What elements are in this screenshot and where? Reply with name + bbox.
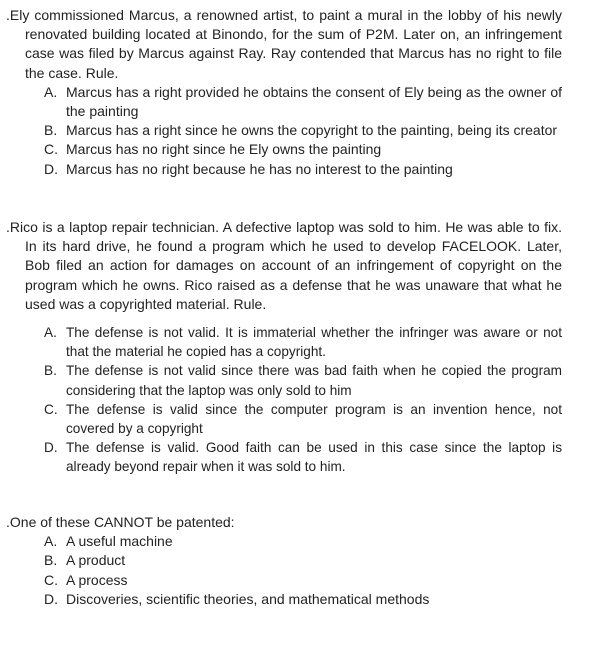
question-2-choice-b[interactable] bbox=[6, 361, 562, 399]
choice-text: Marcus has no right because he has no interest to the painting bbox=[66, 160, 453, 177]
question-3-choice-a[interactable] bbox=[6, 532, 562, 551]
question-2 bbox=[6, 218, 562, 477]
choice-letter: B. bbox=[44, 122, 58, 139]
choice-text: Marcus has no right since he Ely owns the painting bbox=[66, 141, 382, 158]
question-3-stem: .One of these CANNOT be patented: bbox=[6, 514, 235, 530]
question-1 bbox=[6, 6, 562, 179]
question-1-choice-b[interactable] bbox=[6, 121, 562, 140]
choice-letter: C. bbox=[44, 571, 58, 588]
question-2-choices bbox=[6, 323, 562, 477]
question-1-choice-c[interactable] bbox=[6, 140, 562, 159]
choice-letter: A. bbox=[44, 325, 57, 341]
choice-letter: A. bbox=[44, 533, 58, 550]
question-1-choices bbox=[6, 83, 562, 179]
question-2-text: Rico is a laptop repair technician. A defective laptop was sold to him. He was able to fix. In its hard drive, he found a program which he used to develop FACELOOK. Later, Bob filed an action for damages on account of an infringement of copyright on the program which he owns. Rico raised as a defense that he was unaware that what he used was a copyrighted material. Rule. bbox=[9, 219, 562, 312]
choice-text: The defense is not valid. It is immaterial whether the infringer was aware or not that the material he copied has a copyright. bbox=[66, 325, 562, 360]
choice-text: Discoveries, scientific theories, and mathematical methods bbox=[66, 590, 430, 607]
question-3-choice-c[interactable] bbox=[6, 571, 562, 590]
choice-text: A process bbox=[66, 571, 128, 588]
question-3-choice-d[interactable] bbox=[6, 590, 562, 609]
question-2-choice-d[interactable] bbox=[6, 438, 562, 476]
choice-letter: B. bbox=[44, 363, 57, 379]
question-3-text: One of these CANNOT be patented: bbox=[9, 514, 235, 530]
question-3 bbox=[6, 513, 562, 609]
choice-letter: C. bbox=[44, 401, 58, 417]
choice-text: The defense is not valid since there was bad faith when he copied the program considering that the laptop was only sold to him bbox=[66, 363, 562, 398]
question-2-choice-c[interactable] bbox=[6, 400, 562, 438]
question-1-choice-a[interactable] bbox=[6, 83, 562, 121]
choice-letter: D. bbox=[44, 440, 58, 456]
choice-text: The defense is valid. Good faith can be used in this case since the laptop is already beyond repair when it was sold to him. bbox=[66, 440, 562, 475]
question-3-choices bbox=[6, 532, 562, 609]
question-1-text: Ely commissioned Marcus, a renowned artist, to paint a mural in the lobby of his newly renovated building located at Binondo, for the sum of P2M. Later on, an infringement case was filed by Marcus against Ray. Ray contended that Marcus has no right to file the case. Rule. bbox=[9, 7, 562, 81]
choice-letter: D. bbox=[44, 590, 58, 607]
choice-letter: C. bbox=[44, 141, 58, 158]
choice-letter: B. bbox=[44, 552, 58, 569]
choice-text: A useful machine bbox=[66, 533, 173, 550]
choice-text: Marcus has a right since he owns the copyright to the painting, being its creator bbox=[66, 122, 558, 139]
question-1-choice-d[interactable] bbox=[6, 160, 562, 179]
choice-text: A product bbox=[66, 552, 126, 569]
choice-text: The defense is valid since the computer program is an invention hence, not covered by a copyright bbox=[66, 401, 562, 437]
choice-letter: D. bbox=[44, 160, 58, 177]
question-2-choice-a[interactable] bbox=[6, 323, 562, 361]
choice-text: Marcus has a right provided he obtains the consent of Ely being as the owner of the painting bbox=[66, 83, 562, 120]
question-1-stem: .Ely commissioned Marcus, a renowned artist, to paint a mural in the lobby of his newly renovated building located at Binondo, for the sum of P2M. Later on, an infringement case was filed by Marcus against Ray. Ray contended that Marcus has no right to file the case. Rule. bbox=[6, 7, 562, 81]
choice-letter: A. bbox=[44, 83, 58, 100]
question-3-choice-b[interactable] bbox=[6, 551, 562, 570]
question-2-stem: .Rico is a laptop repair technician. A defective laptop was sold to him. He was able to fix. In its hard drive, he found a program which he used to develop FACELOOK. Later, Bob filed an action for damages on account of an infringement of copyright on the program which he owns. Rico raised as a defense that he was unaware that what he used was a copyrighted material. Rule. bbox=[6, 219, 562, 312]
